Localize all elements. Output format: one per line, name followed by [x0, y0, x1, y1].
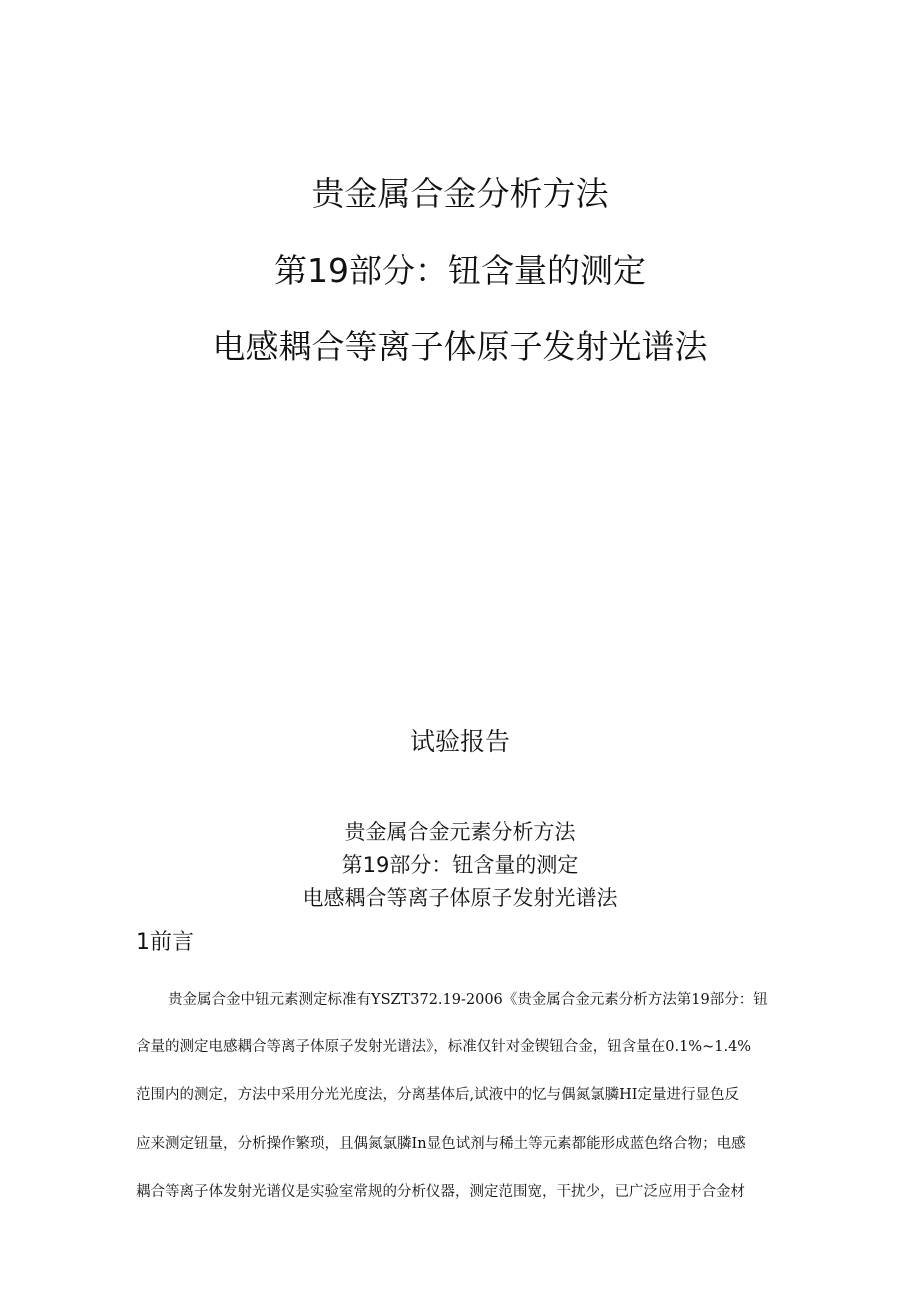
report-subtitle-line-3: 电感耦合等离子体原子发射光谱法: [302, 886, 618, 910]
report-subtitle-line-2: 第19部分：钮含量的测定: [341, 853, 579, 877]
section-heading-preface: 1前言: [136, 930, 194, 955]
paragraph-line: 含量的测定电感耦合等离子体原子发射光谱法》，标准仅针对金锲钮合金，钮含量在0.1%~1.4%: [136, 1039, 752, 1055]
cover-title-line-1: 贵金属合金分析方法: [311, 174, 609, 213]
paragraph-line: 范围内的测定，方法中采用分光光度法，分离基体后,试液中的忆与偶氮氯膦HI定量进行显色反: [136, 1087, 739, 1103]
paragraph-line: 耦合等离子体发射光谱仪是实验室常规的分析仪器，测定范围宽，干扰少，已广泛应用于合金材: [136, 1184, 745, 1200]
cover-title-line-3: 电感耦合等离子体原子发射光谱法: [212, 327, 708, 366]
paragraph-line: 贵金属合金中钮元素测定标准有YSZT372.19-2006《贵金属合金元素分析方法第19部分：钮: [168, 992, 768, 1008]
report-heading: 试验报告: [409, 727, 510, 756]
paragraph-line: 应来测定钮量，分析操作繁琐，且偶氮氯膦In显色试剂与稀土等元素都能形成蓝色络合物；电感: [136, 1136, 746, 1152]
report-subtitle-line-1: 贵金属合金元素分析方法: [344, 820, 576, 844]
cover-title-line-2: 第19部分：钮含量的测定: [274, 251, 646, 290]
